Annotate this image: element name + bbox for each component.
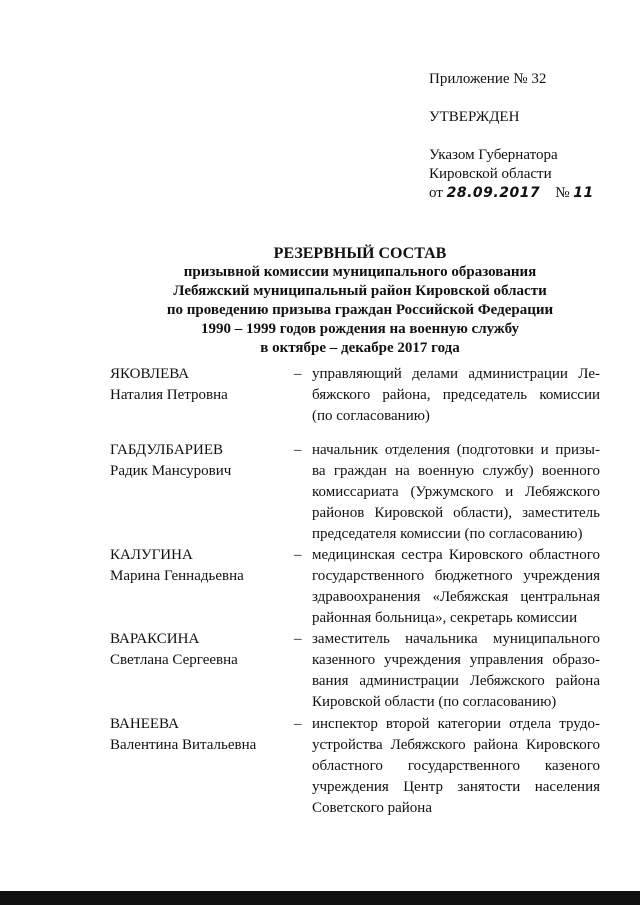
role-line: (по согласованию) (312, 408, 430, 424)
member-role (312, 714, 600, 819)
member-entry (110, 364, 600, 440)
member-surname: КАЛУГИНА (110, 547, 193, 563)
members-list (110, 364, 600, 824)
member-role (312, 545, 600, 629)
member-surname: ВАРАКСИНА (110, 631, 200, 647)
member-dash: – (294, 547, 302, 563)
date-prefix: от (429, 185, 443, 201)
member-dash: – (294, 366, 302, 382)
role-line: районная больница», секретарь комиссии (312, 610, 578, 626)
title-line: Лебяжский муниципальный район Кировской области (173, 283, 547, 299)
member-entry (110, 629, 600, 714)
role-line: Кировской области (по согласованию) (312, 694, 557, 710)
member-role (312, 364, 600, 427)
member-entry (110, 714, 600, 824)
member-given-names: Наталия Петровна (110, 387, 228, 403)
member-given-names: Марина Геннадьевна (110, 568, 244, 584)
handwritten-number: 11 (573, 185, 594, 201)
member-dash: – (294, 631, 302, 647)
title-line: 1990 – 1999 годов рождения на военную службу (200, 321, 520, 337)
role-line: бяжского района, председатель комиссии (312, 387, 600, 403)
title-line: призывной комиссии муниципального образования (183, 264, 537, 280)
role-line: медицинская сестра Кировского областного (312, 547, 600, 563)
title-main: РЕЗЕРВНЫЙ СОСТАВ (273, 245, 447, 262)
role-line: учреждения Центр занятости населения (312, 779, 600, 795)
role-line: председателя комиссии (по согласованию) (312, 526, 583, 542)
role-line: начальник отделения (подготовки и призы- (312, 442, 600, 458)
member-surname: ГАБДУЛБАРИЕВ (110, 442, 224, 458)
member-entry (110, 545, 600, 629)
spacer (429, 127, 594, 146)
member-given-names: Радик Мансурович (110, 463, 232, 479)
role-line: управляющий делами администрации Ле- (312, 366, 600, 382)
document-title (100, 244, 620, 358)
decree-line-2: Кировской области (429, 166, 552, 182)
approval-block (429, 70, 594, 203)
scan-bottom-edge (0, 891, 640, 905)
number-prefix: № (555, 185, 570, 201)
member-given-names: Валентина Витальевна (110, 737, 257, 753)
title-line: в октябре – декабре 2017 года (260, 340, 460, 356)
decree-date-line (429, 184, 594, 203)
spacer (429, 89, 594, 108)
member-given-names: Светлана Сергеевна (110, 652, 238, 668)
role-line: заместитель начальника муниципального (312, 631, 600, 647)
member-role (312, 440, 600, 545)
member-role (312, 629, 600, 713)
role-line: инспектор второй категории отдела трудо- (312, 716, 600, 732)
member-dash: – (294, 442, 302, 458)
role-line: здравоохранения «Лебяжская центральная (312, 589, 600, 605)
role-line: вания администрации Лебяжского района (312, 673, 600, 689)
member-surname: ВАНЕЕВА (110, 716, 179, 732)
member-surname: ЯКОВЛЕВА (110, 366, 190, 382)
decree-line-1: Указом Губернатора (429, 147, 558, 163)
role-line: Советского района (312, 800, 432, 816)
role-line: ва граждан на военную службу) военного (312, 463, 600, 479)
role-line: районов Кировской области), заместитель (312, 505, 600, 521)
approved-label: УТВЕРЖДЕН (429, 109, 520, 125)
title-line: по проведению призыва граждан Российской Федерации (166, 302, 554, 318)
role-line: устройства Лебяжского района Кировского (312, 737, 600, 753)
role-line: государственного бюджетного учреждения (312, 568, 600, 584)
role-line: областного государственного казеного (312, 758, 600, 774)
handwritten-date: 28.09.2017 (446, 185, 541, 201)
role-line: комиссариата (Уржумского и Лебяжского (312, 484, 600, 500)
member-entry (110, 440, 600, 545)
member-dash: – (294, 716, 302, 732)
role-line: казенного учреждения управления образо- (312, 652, 600, 668)
appendix-number: Приложение № 32 (429, 71, 547, 87)
